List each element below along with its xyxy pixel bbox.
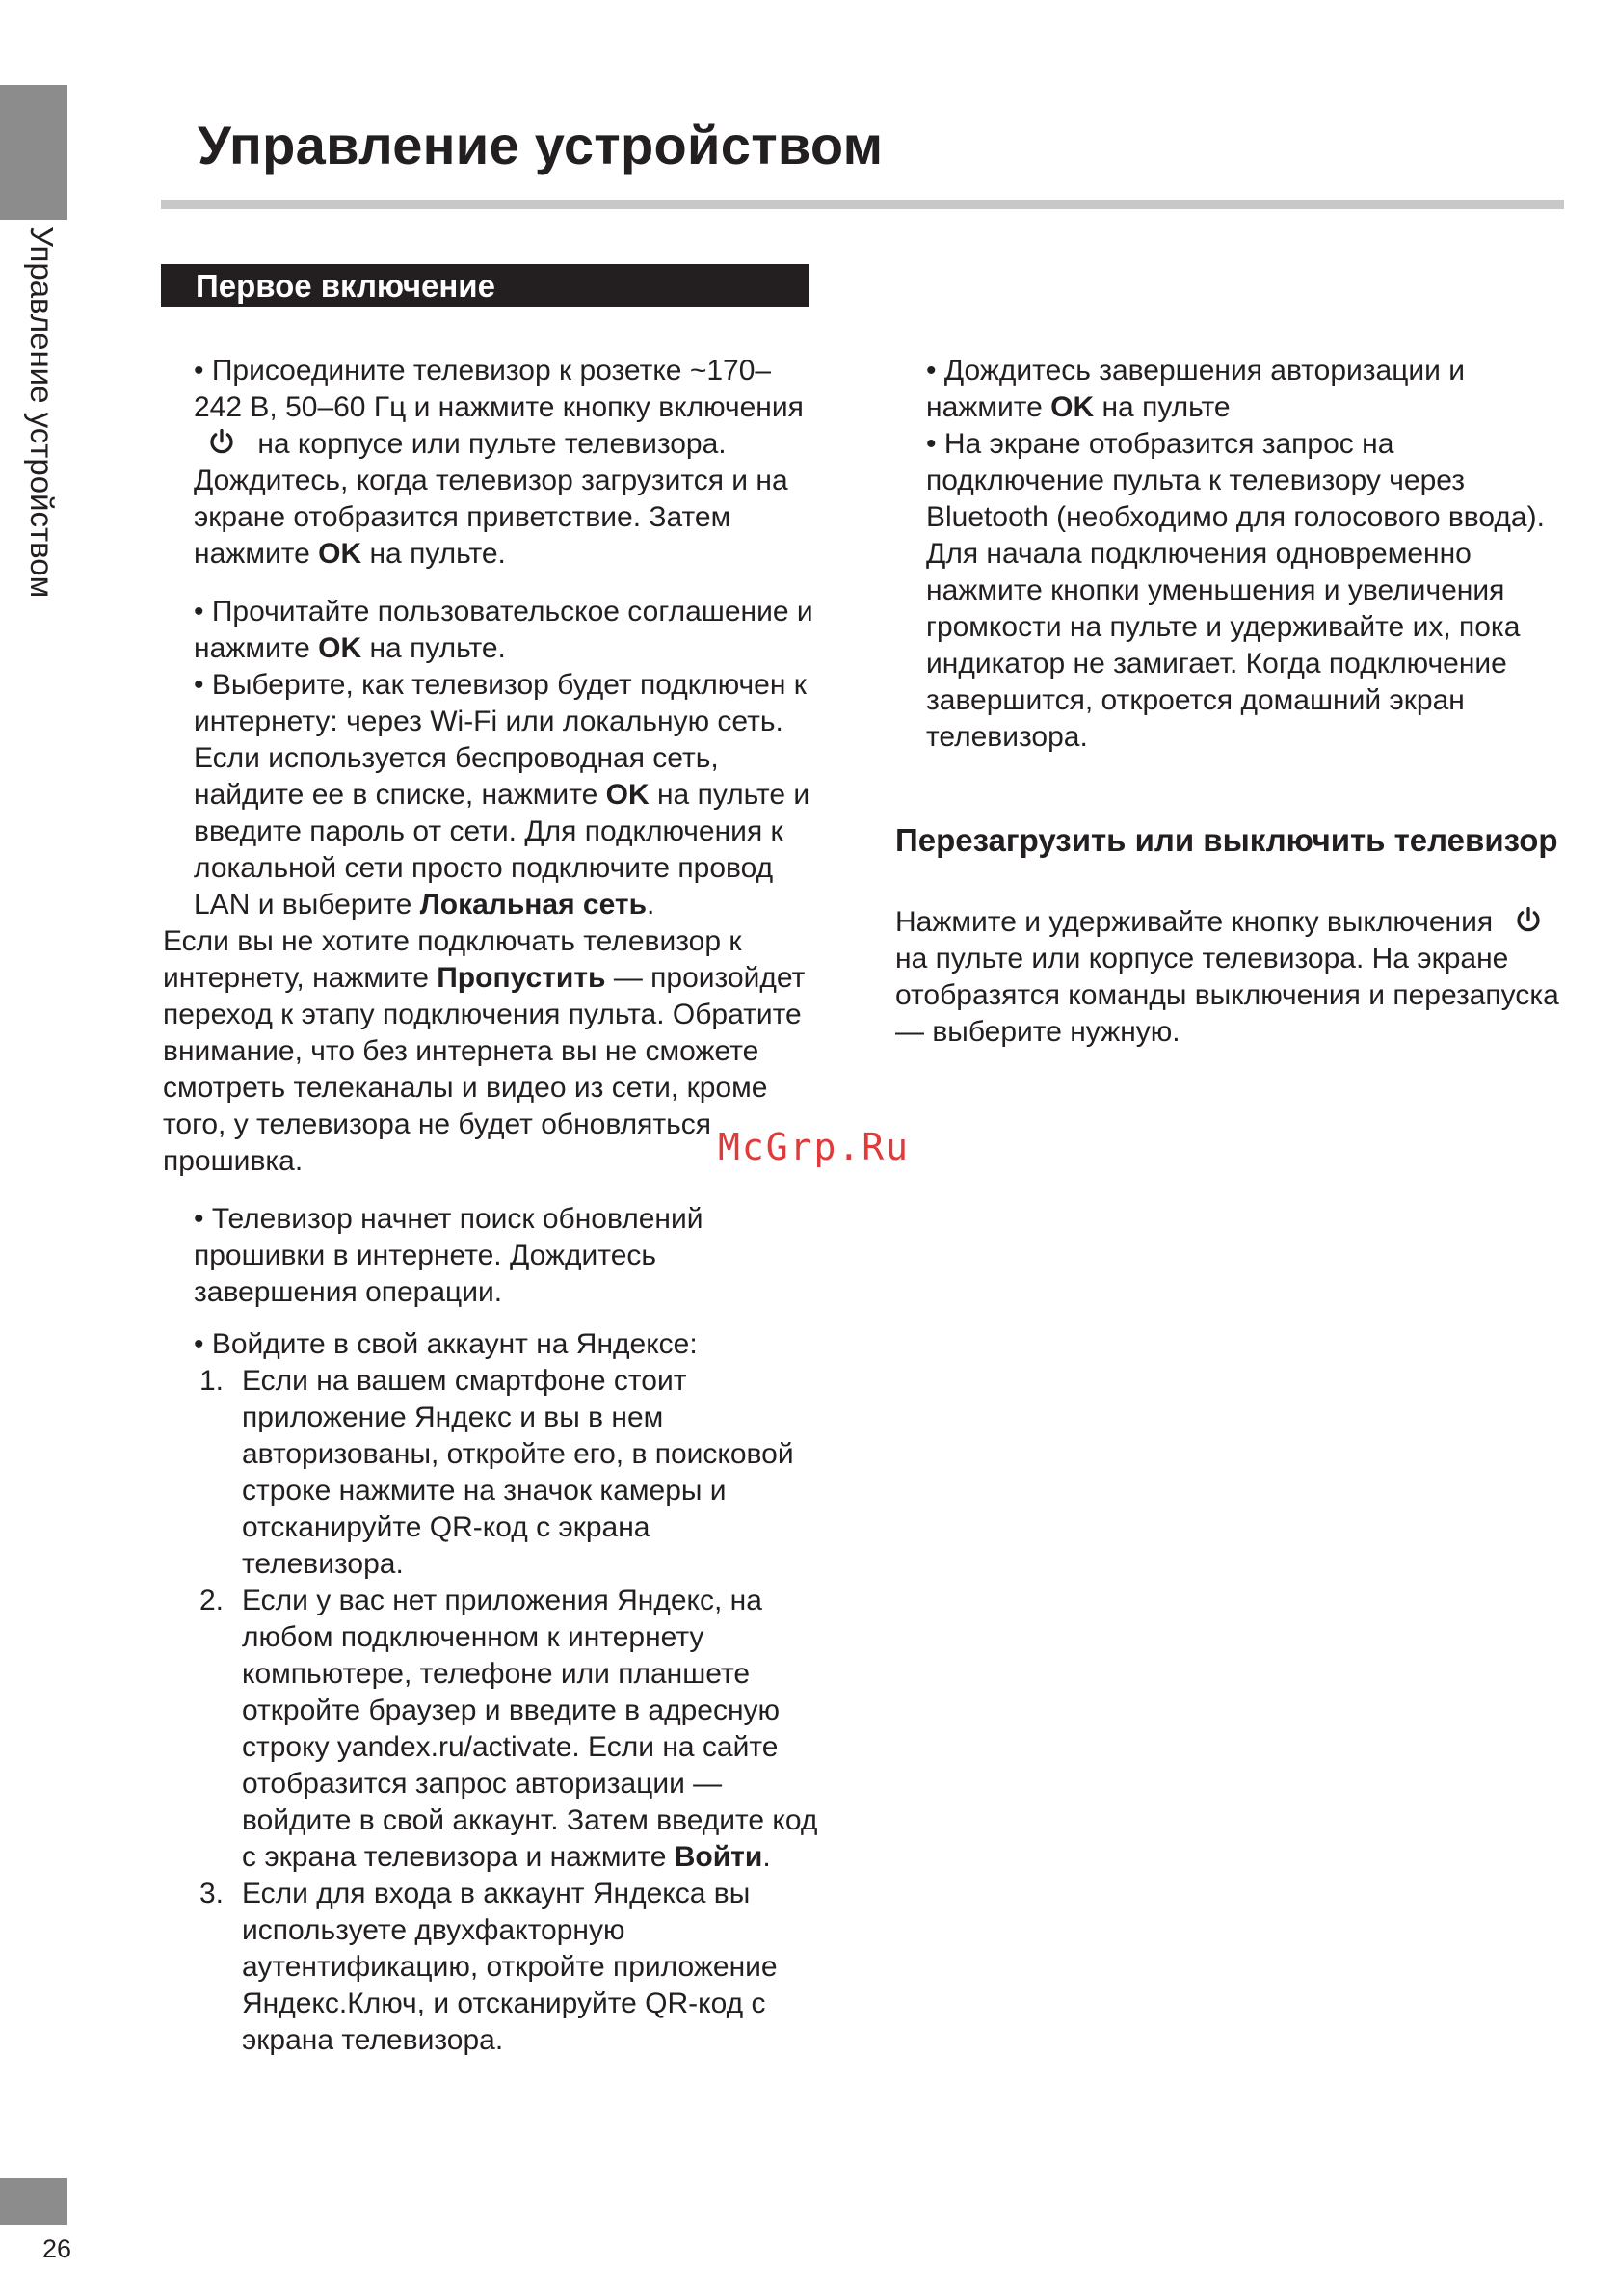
power-icon [207, 428, 236, 457]
watermark: McGrp.Ru [718, 1126, 911, 1168]
ok-key-label: OK [318, 538, 362, 570]
text-auth-b: на пульте [1101, 391, 1231, 423]
text-connect-b: на корпусе или пульте телевизора. Дождитесь, когда телевизор загрузится и на экране отобразится приветствие. Затем нажмите [194, 428, 788, 570]
page-number-tab [0, 2178, 67, 2225]
paragraph-firmware-update: • Телевизор начнет поиск обновлений прошивки в интернете. Дождитесь завершения операции. [194, 1203, 703, 1308]
paragraph-connect-tv [163, 353, 818, 573]
step-text: Если для входа в аккаунт Яндекса вы используете двухфакторную аутентификацию, откройте приложение Яндекс.Ключ, и отсканируйте QR-код с экрана телевизора. [242, 1878, 778, 2056]
paragraph-network-choice [163, 667, 818, 923]
text-restart-a: Нажмите и удерживайте кнопку выключения [895, 906, 1494, 938]
login-steps-list [163, 1363, 818, 2059]
text-agreement-b: на пульте. [369, 632, 506, 664]
step-tail: . [762, 1841, 771, 1873]
ok-key-label: OK [318, 632, 362, 664]
text-connect-a: • Присоедините телевизор к розетке ~170–242 В, 50–60 Гц и нажмите кнопку включения [194, 355, 804, 423]
section-heading-restart-or-shutdown: Перезагрузить или выключить телевизор [895, 822, 1558, 858]
step-number: 2. [199, 1585, 225, 1616]
text-network-b: на пульте и введите пароль от сети. Для подключения к локальной сети просто подключите провод LAN и выберите [194, 779, 810, 921]
text-skip-a: Если вы не хотите подключать телевизор к интернету, нажмите [163, 925, 742, 994]
step-text: Если на вашем смартфоне стоит приложение Яндекс и вы в нем авторизованы, откройте его, в поисковой строке нажмите на значок камеры и отсканируйте QR-код с экрана телевизора. [242, 1365, 794, 1580]
title-divider [161, 200, 1564, 209]
text-auth-a: • Дождитесь завершения авторизации и нажмите [926, 355, 1466, 423]
paragraph-restart-shutdown [895, 904, 1570, 1051]
list-item [163, 1876, 818, 2059]
side-section-label: Управление устройством [24, 227, 60, 599]
paragraph-remote-bluetooth: • На экране отобразится запрос на подключение пульта к телевизору через Bluetooth (необходимо для голосового ввода). Для начала подключения одновременно нажмите кнопки уменьшения и увеличения громкости на пульте и удерживайте их, пока индикатор не замигает. Когда подключение завершится, откроется домашний экран телевизора. [926, 428, 1545, 753]
login-button-label: Войти [674, 1841, 763, 1873]
text-connect-c: на пульте. [369, 538, 506, 570]
list-item [163, 1363, 818, 1583]
paragraph-wait-authorization [895, 353, 1570, 426]
left-column [163, 353, 818, 2059]
step-text: Если у вас нет приложения Яндекс, на любом подключенном к интернету компьютере, телефоне или планшете откройте браузер и введите в адресную строку yandex.ru/activate. Если на сайте отобразится запрос авторизации — войдите в свой аккаунт. Затем введите код с экрана телевизора и нажмите [242, 1585, 818, 1873]
step-number: 1. [199, 1365, 225, 1397]
text-restart-b: на пульте или корпусе телевизора. На экране отобразятся команды выключения и перезапуска — выберите нужную. [895, 943, 1559, 1048]
paragraph-user-agreement [163, 594, 818, 667]
text-skip-b: — произойдет переход к этапу подключения пульта. Обратите внимание, что без интернета вы не сможете смотреть телеканалы и видео из сети, кроме того, у телевизора не будет обновляться прошивка. [163, 962, 806, 1177]
skip-option-label: Пропустить [437, 962, 606, 994]
right-column [895, 353, 1570, 1051]
paragraph-yandex-login: • Войдите в свой аккаунт на Яндексе: [194, 1328, 698, 1360]
step-number: 3. [199, 1878, 225, 1909]
power-icon [1514, 906, 1543, 935]
side-tab-marker [0, 85, 67, 220]
local-network-option-label: Локальная сеть [419, 889, 648, 921]
ok-key-label: OK [605, 779, 650, 811]
text-network-a: • Выберите, как телевизор будет подключен к интернету: через Wi-Fi или локальную сеть. Если используется беспроводная сеть, найдите ее в списке, нажмите [194, 669, 807, 811]
ok-key-label: OK [1050, 391, 1095, 423]
page-title: Управление устройством [198, 115, 884, 175]
page-number: 26 [42, 2234, 72, 2263]
text-network-c: . [647, 889, 655, 921]
text-agreement-a: • Прочитайте пользовательское соглашение и нажмите [194, 596, 813, 664]
list-item [163, 1583, 818, 1876]
section-heading-first-power-on: Первое включение [161, 264, 809, 307]
